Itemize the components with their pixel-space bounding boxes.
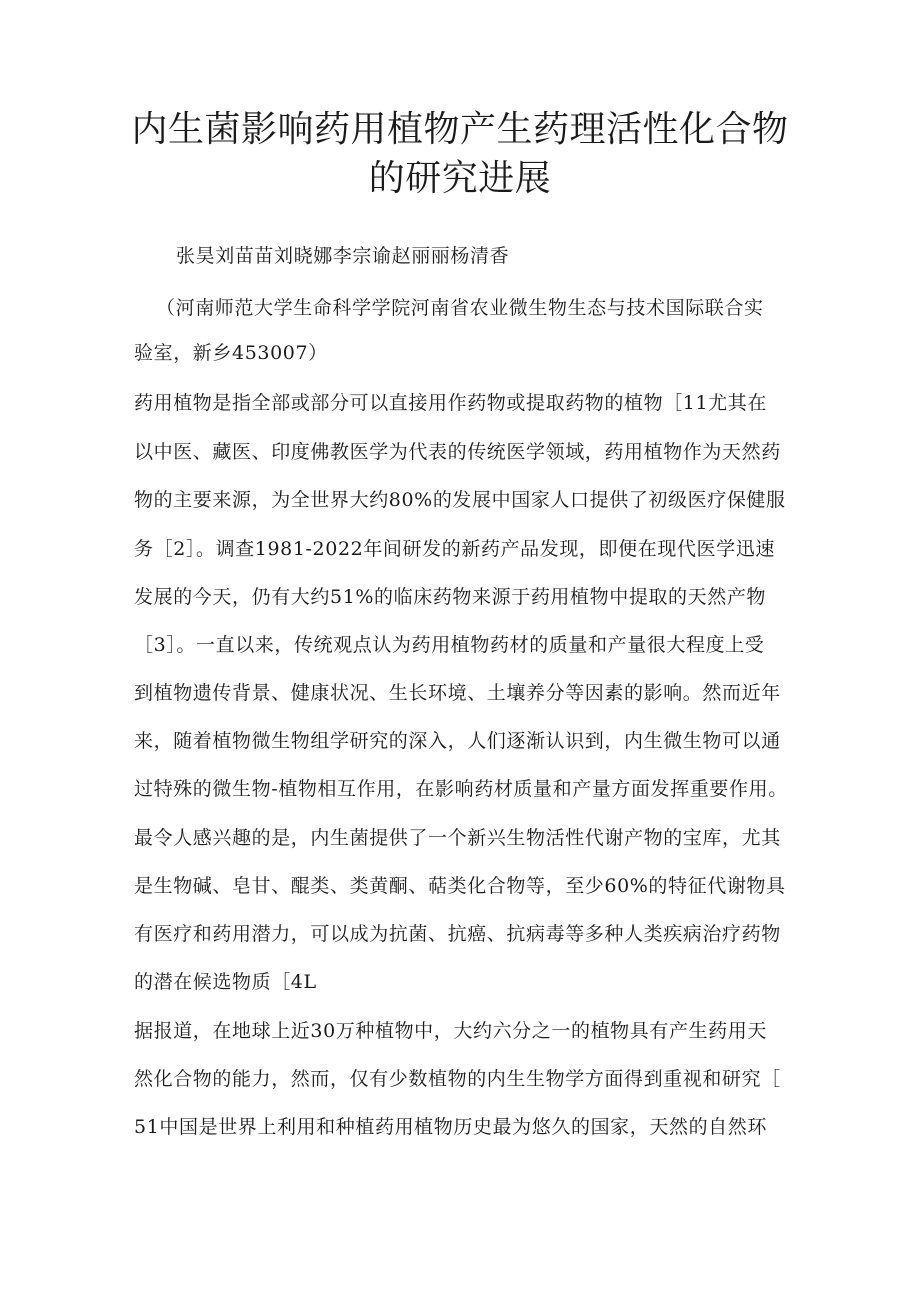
body-line: 是生物碱、皂甘、醌类、类黄酮、萜类化合物等，至少60%的特征代谢物具 xyxy=(134,875,786,897)
affiliation-line-2: 验室，新乡453007） xyxy=(134,342,328,364)
body-line: 来，随着植物微生物组学研究的深入，人们逐渐认识到，内生微生物可以通 xyxy=(134,730,781,752)
body-line: 有医疗和药用潜力，可以成为抗菌、抗癌、抗病毒等多种人类疾病治疗药物 xyxy=(134,923,781,945)
body-line: 务［2］。调查1981-2022年间研发的新药产品发现，即便在现代医学迅速 xyxy=(134,538,775,560)
body-line: 51中国是世界上利用和种植药用植物历史最为悠久的国家，天然的自然环 xyxy=(134,1116,767,1138)
body-line: 药用植物是指全部或部分可以直接用作药物或提取药物的植物［11尤其在 xyxy=(134,392,767,414)
body-line: 据报道，在地球上近30万种植物中，大约六分之一的植物具有产生药用天 xyxy=(134,1020,767,1042)
body-line: 最令人感兴趣的是，内生菌提供了一个新兴生物活性代谢产物的宝库，尤其 xyxy=(134,827,781,849)
body-line: 过特殊的微生物-植物相互作用，在影响药材质量和产量方面发挥重要作用。 xyxy=(134,778,788,800)
body-line: ［3］。一直以来，传统观点认为药用植物药材的质量和产量很大程度上受 xyxy=(134,634,765,656)
body-line: 然化合物的能力，然而，仅有少数植物的内生生物学方面得到重视和研究［ xyxy=(134,1068,781,1090)
document-title-line-2: 的研究进展 xyxy=(368,158,552,199)
body-line: 发展的今天，仍有大约51%的临床药物来源于药用植物中提取的天然产物 xyxy=(134,586,767,608)
document-title-line-1: 内生菌影响药用植物产生药理活性化合物 xyxy=(131,109,789,150)
authors: 张昊刘苗苗刘晓娜李宗谕赵丽丽杨清香 xyxy=(176,245,510,267)
body-line: 物的主要来源，为全世界大约80%的发展中国家人口提供了初级医疗保健服 xyxy=(134,489,786,511)
affiliation-line-1: （河南师范大学生命科学学院河南省农业微生物生态与技术国际联合实 xyxy=(156,297,764,319)
body-line: 以中医、藏医、印度佛教医学为代表的传统医学领域，药用植物作为天然药 xyxy=(134,441,781,463)
body-line: 到植物遗传背景、健康状况、生长环境、土壤养分等因素的影响。然而近年 xyxy=(134,682,781,704)
body-line: 的潜在候选物质［4L xyxy=(134,971,317,993)
